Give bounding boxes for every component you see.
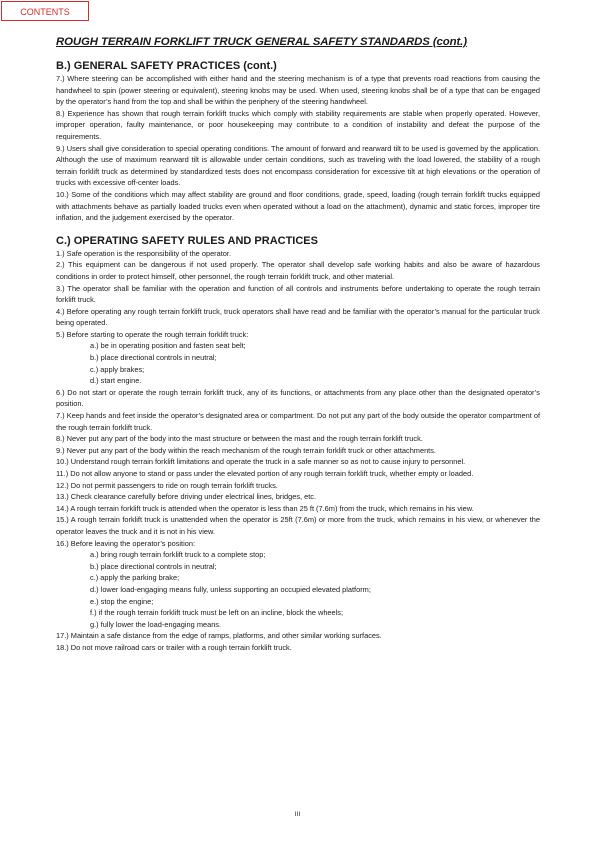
paragraph-c5: 5.) Before starting to operate the rough terrain forklift truck: (56, 329, 249, 339)
document-title: ROUGH TERRAIN FORKLIFT TRUCK GENERAL SAFETY STANDARDS (cont.) (56, 36, 467, 48)
subitem-c16-b: b.) place directional controls in neutral; (90, 561, 217, 571)
paragraph-c3: 3.) The operator shall be familiar with the operation and function of all controls and instruments before undertaking to operate the rough terrain forklift truck. (56, 283, 540, 305)
section-c-body (56, 248, 540, 654)
paragraph-c9: 9.) Never put any part of the body within the reach mechanism of the rough terrain forklift truck or other attachments. (56, 445, 436, 455)
paragraph-c17: 17.) Maintain a safe distance from the edge of ramps, platforms, and other similar working surfaces. (56, 631, 382, 641)
section-c-heading: C.) OPERATING SAFETY RULES AND PRACTICES (56, 234, 318, 247)
paragraph-b7: 7.) Where steering can be accomplished with either hand and the steering mechanism is of a type that prevents road reactions from causing the handwheel to spin (power steering or equivalent), steering knobs may be used. When used, steering knobs shall be of a type that can be engaged by the operator’s hand from the top and shall be within the periphery of the steering handwheel. (56, 74, 540, 107)
section-b-heading: B.) GENERAL SAFETY PRACTICES (cont.) (56, 60, 277, 72)
section-b-body (56, 73, 540, 224)
document-page (56, 34, 540, 654)
paragraph-c1: 1.) Safe operation is the responsibility of the operator. (56, 248, 232, 258)
paragraph-c16: 16.) Before leaving the operator’s position: (56, 538, 196, 548)
subitem-c5-c: c.) apply brakes; (90, 364, 145, 374)
subitem-c16-c: c.) apply the parking brake; (90, 573, 180, 583)
paragraph-c2: 2.) This equipment can be dangerous if not used properly. The operator shall develop safe working habits and also be aware of hazardous conditions in order to protect himself, other personnel, the rough terrain forklift truck, and other material. (56, 260, 540, 281)
contents-button[interactable]: CONTENTS (1, 1, 89, 21)
subitem-c16-f: f.) if the rough terrain forklift truck must be left on an incline, block the wheels; (90, 608, 344, 618)
subitem-c5-b: b.) place directional controls in neutral; (90, 353, 217, 363)
subitem-c16-g: g.) fully lower the load-engaging means. (90, 619, 222, 629)
paragraph-c10: 10.) Understand rough terrain forklift limitations and operate the truck in a safe manner so as not to cause injury to personnel. (56, 457, 466, 467)
paragraph-b9: 9.) Users shall give consideration to special operating conditions. The amount of forward and rearward tilt to be used is governed by the application. Although the use of maximum rearward tilt is allowable under certain conditions, such as traveling with the load lowered, the stability of a rough terrain forklift truck as determined by standardized tests does not encompass consideration for excessive tilt at high elevations or the operation of trucks with excessive off-center loads. (56, 143, 540, 188)
paragraph-c15: 15.) A rough terrain forklift truck is unattended when the operator is 25ft (7.6m) or more from the truck, which remains in his view, or whenever the operator leaves the truck and it is not in his view. (56, 515, 540, 536)
paragraph-c18: 18.) Do not move railroad cars or trailer with a rough terrain forklift truck. (56, 642, 292, 652)
paragraph-c11: 11.) Do not allow anyone to stand or pass under the elevated portion of any rough terrain forklift truck, whether empty or loaded. (56, 469, 474, 478)
subitem-c16-e: e.) stop the engine; (90, 596, 154, 606)
page-number: III (294, 811, 301, 818)
paragraph-c12: 12.) Do not permit passengers to ride on rough terrain forklift trucks. (56, 480, 278, 490)
subitem-c16-a: a.) bring rough terrain forklift truck to a complete stop; (90, 550, 266, 560)
paragraph-c7: 7.) Keep hands and feet inside the operator’s designated area or compartment. Do not put any part of the body outside the operator compartment of the rough terrain forklift truck. (56, 411, 540, 432)
subitem-c16-d: d.) lower load-engaging means fully, unless supporting an occupied elevated platform; (90, 584, 371, 594)
paragraph-c13: 13.) Check clearance carefully before driving under electrical lines, bridges, etc. (56, 492, 317, 502)
paragraph-c14: 14.) A rough terrain forklift truck is attended when the operator is less than 25 ft (7.6m) from the truck, which remains in his view. (56, 503, 474, 513)
subitem-c5-d: d.) start engine. (90, 376, 142, 386)
paragraph-c6: 6.) Do not start or operate the rough terrain forklift truck, any of its functions, or attachments from any place other than the designated operator’s position. (56, 387, 540, 409)
paragraph-b8: 8.) Experience has shown that rough terrain forklift trucks which comply with stability requirements are stable when properly operated. However, improper operation, faulty maintenance, or poor housekeeping may contribute to a condition of instability and defeat the purpose of the requirements. (56, 108, 540, 141)
paragraph-c4: 4.) Before operating any rough terrain forklift truck, truck operators shall have read and be familiar with the operator’s manual for the particular truck being operated. (56, 306, 540, 328)
subitem-c5-a: a.) be in operating position and fasten seat belt; (90, 341, 246, 351)
paragraph-c8: 8.) Never put any part of the body into the mast structure or between the mast and the rough terrain forklift truck. (56, 434, 423, 444)
paragraph-b10: 10.) Some of the conditions which may affect stability are ground and floor conditions, grade, speed, loading (rough terrain forklift trucks equipped with attachments behave as partially loaded trucks even when operated without a load on the attachment), dynamic and static forces, improper tire inflation, and the judgement exercised by the operator. (56, 189, 540, 223)
